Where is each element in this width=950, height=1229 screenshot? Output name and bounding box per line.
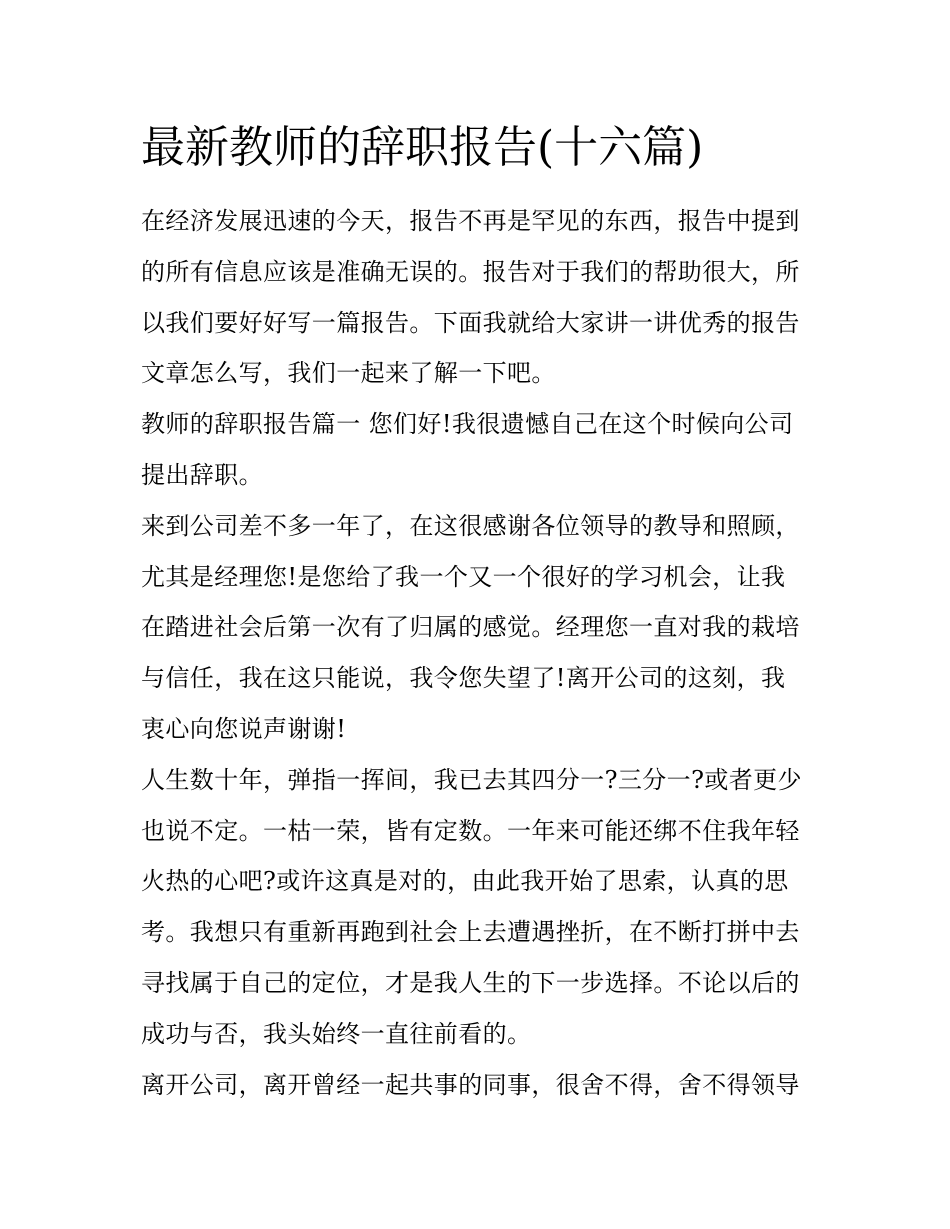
text-line: 文章怎么写，我们一起来了解一下吧。 bbox=[141, 359, 556, 388]
document-title: 最新教师的辞职报告(十六篇) bbox=[141, 122, 704, 173]
text-line: 教师的辞职报告篇一 您们好!我很遗憾自己在这个时候向公司 bbox=[141, 410, 794, 439]
paragraph-intro bbox=[141, 196, 821, 399]
text-line: 火热的心吧?或许这真是对的，由此我开始了思索，认真的思 bbox=[141, 867, 789, 896]
paragraph-farewell bbox=[141, 1060, 821, 1111]
paragraph-reflection bbox=[141, 755, 821, 1060]
text-line: 提出辞职。 bbox=[141, 460, 263, 489]
text-line: 的所有信息应该是准确无误的。报告对于我们的帮助很大，所 bbox=[141, 257, 800, 286]
paragraph-gratitude bbox=[141, 501, 821, 755]
text-line: 成功与否，我头始终一直往前看的。 bbox=[141, 1019, 532, 1048]
text-line: 也说不定。一枯一荣，皆有定数。一年来可能还绑不住我年轻 bbox=[141, 816, 800, 845]
text-line: 在经济发展迅速的今天，报告不再是罕见的东西，报告中提到 bbox=[141, 207, 800, 235]
text-line: 寻找属于自己的定位，才是我人生的下一步选择。不论以后的 bbox=[141, 968, 800, 997]
text-line: 考。我想只有重新再跑到社会上去遭遇挫折，在不断打拼中去 bbox=[141, 918, 800, 947]
text-line: 与信任，我在这只能说，我令您失望了!离开公司的这刻，我 bbox=[141, 664, 786, 693]
text-line: 来到公司差不多一年了，在这很感谢各位领导的教导和照顾， bbox=[141, 511, 800, 540]
paragraph-section-one-heading bbox=[141, 399, 821, 501]
text-line: 衷心向您说声谢谢! bbox=[141, 714, 347, 743]
text-line: 离开公司，离开曾经一起共事的同事，很舍不得，舍不得领导 bbox=[141, 1070, 800, 1099]
text-line: 在踏进社会后第一次有了归属的感觉。经理您一直对我的栽培 bbox=[141, 613, 800, 642]
text-line: 人生数十年，弹指一挥间，我已去其四分一?三分一?或者更少 bbox=[141, 765, 802, 794]
text-line: 尤其是经理您!是您给了我一个又一个很好的学习机会，让我 bbox=[141, 562, 786, 591]
document-body bbox=[141, 196, 821, 1110]
text-line: 以我们要好好写一篇报告。下面我就给大家讲一讲优秀的报告 bbox=[141, 308, 800, 337]
